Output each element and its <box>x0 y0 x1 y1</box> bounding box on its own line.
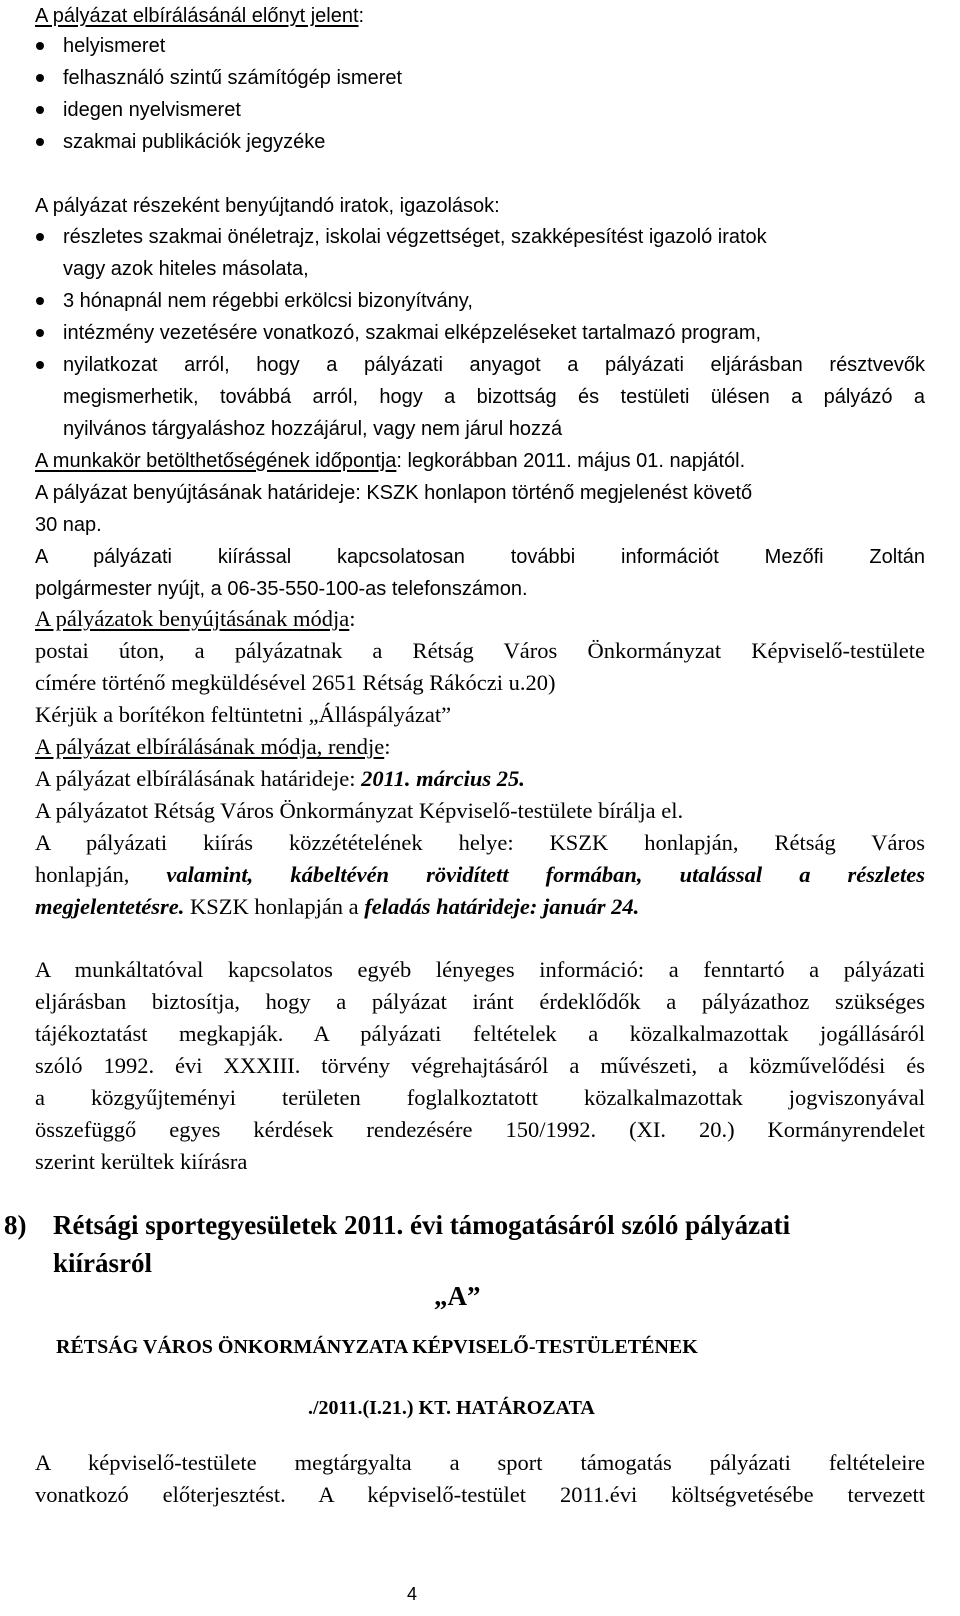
bullet-icon <box>36 106 44 114</box>
section-title: Rétsági sportegyesületek 2011. évi támogatásáról szóló pályázati <box>53 1210 791 1240</box>
publication-place-cont: honlapján, valamint, kábeltévén rövidített formában, utalással a részletes <box>35 862 926 887</box>
list-item: felhasználó szintű számítógép ismeret <box>63 67 403 89</box>
bullet-icon <box>36 329 44 337</box>
bullet-icon <box>36 74 44 82</box>
contact-info-cont: polgármester nyújt, a 06-35-550-100-as telefonszámon. <box>35 578 528 600</box>
submission-deadline-cont: 30 nap. <box>35 514 102 536</box>
list-item-continuation: megismerhetik, továbbá arról, hogy a bizottság és testületi ülésen a pályázó a <box>63 386 925 408</box>
section-number: 8) <box>4 1210 27 1240</box>
bullet-icon <box>36 297 44 305</box>
employer-info-line: eljárásban biztosítja, hogy a pályázat iránt érdeklődők a pályázathoz szükséges <box>35 989 925 1014</box>
employer-info-line: szóló 1992. évi XXXIII. törvény végrehajtásáról a művészeti, a közművelődési és <box>35 1053 925 1078</box>
list-item: nyilatkozat arról, hogy a pályázati anyagot a pályázati eljárásban résztvevők <box>63 354 925 376</box>
submission-address: címére történő megküldésével 2651 Rétság Rákóczi u.20) <box>35 670 556 695</box>
envelope-note: Kérjük a borítékon feltüntetni „Álláspályázat” <box>35 702 452 727</box>
submission-deadline: A pályázat benyújtásának határideje: KSZK honlapon történő megjelenést követő <box>35 482 753 504</box>
resolution-body: A képviselő-testülete megtárgyalta a sport támogatás pályázati feltételeire <box>35 1450 925 1475</box>
resolution-body-cont: vonatkozó előterjesztést. A képviselő-testület 2011.évi költségvetésébe tervezett <box>35 1482 925 1507</box>
documents-heading: A pályázat részeként benyújtandó iratok, igazolások: <box>35 195 500 217</box>
bullet-icon <box>36 233 44 241</box>
employer-info-line: szerint kerültek kiírásra <box>35 1149 248 1174</box>
list-item: részletes szakmai önéletrajz, iskolai végzettséget, szakképesítést igazoló iratok <box>63 226 767 248</box>
start-date-line: A munkakör betölthetőségének időpontja: legkorábban 2011. május 01. napjától. <box>35 450 746 472</box>
resolution-letter: „A” <box>434 1281 481 1311</box>
advantages-heading: A pályázat elbírálásánál előnyt jelent: <box>35 5 365 27</box>
list-item-continuation: vagy azok hiteles másolata, <box>63 258 309 280</box>
employer-info-line: összefüggő egyes kérdések rendezésére 150/1992. (XI. 20.) Kormányrendelet <box>35 1117 925 1142</box>
list-item: intézmény vezetésére vonatkozó, szakmai elképzeléseket tartalmazó program, <box>63 322 762 344</box>
submission-method-heading: A pályázatok benyújtásának módja: <box>35 606 356 631</box>
section-title-cont: kiírásról <box>53 1248 152 1278</box>
publication-deadline: megjelentetésre. KSZK honlapján a feladás határideje: január 24. <box>35 894 640 919</box>
judging-deadline: A pályázat elbírálásának határideje: 2011. március 25. <box>35 766 525 791</box>
list-item: szakmai publikációk jegyzéke <box>63 131 326 153</box>
page-number: 4 <box>407 1584 418 1604</box>
bullet-icon <box>36 361 44 369</box>
employer-info-line: a közgyűjteményi területen foglalkoztatott közalkalmazottak jogviszonyával <box>35 1085 925 1110</box>
employer-info-line: A munkáltatóval kapcsolatos egyéb lényeges információ: a fenntartó a pályázati <box>35 957 925 982</box>
council-name: RÉTSÁG VÁROS ÖNKORMÁNYZATA KÉPVISELŐ-TESTÜLETÉNEK <box>56 1336 698 1358</box>
judging-heading: A pályázat elbírálásának módja, rendje: <box>35 734 391 759</box>
list-item: helyismeret <box>63 35 166 57</box>
list-item-continuation: nyilvános tárgyaláshoz hozzájárul, vagy nem járul hozzá <box>63 418 563 440</box>
list-item: 3 hónapnál nem régebbi erkölcsi bizonyítvány, <box>63 290 473 312</box>
judging-body: A pályázatot Rétság Város Önkormányzat Képviselő-testülete bírálja el. <box>35 798 684 823</box>
contact-info: A pályázati kiírással kapcsolatosan további információt Mezőfi Zoltán <box>35 546 925 568</box>
list-item: idegen nyelvismeret <box>63 99 241 121</box>
resolution-number: ./2011.(I.21.) KT. HATÁROZATA <box>308 1397 595 1419</box>
employer-info-line: tájékoztatást megkapják. A pályázati feltételek a közalkalmazottak jogállásáról <box>35 1021 925 1046</box>
publication-place: A pályázati kiírás közzétételének helye: KSZK honlapján, Rétság Város <box>35 830 925 855</box>
bullet-icon <box>36 42 44 50</box>
submission-method-text: postai úton, a pályázatnak a Rétság Város Önkormányzat Képviselő-testülete <box>35 638 925 663</box>
bullet-icon <box>36 138 44 146</box>
